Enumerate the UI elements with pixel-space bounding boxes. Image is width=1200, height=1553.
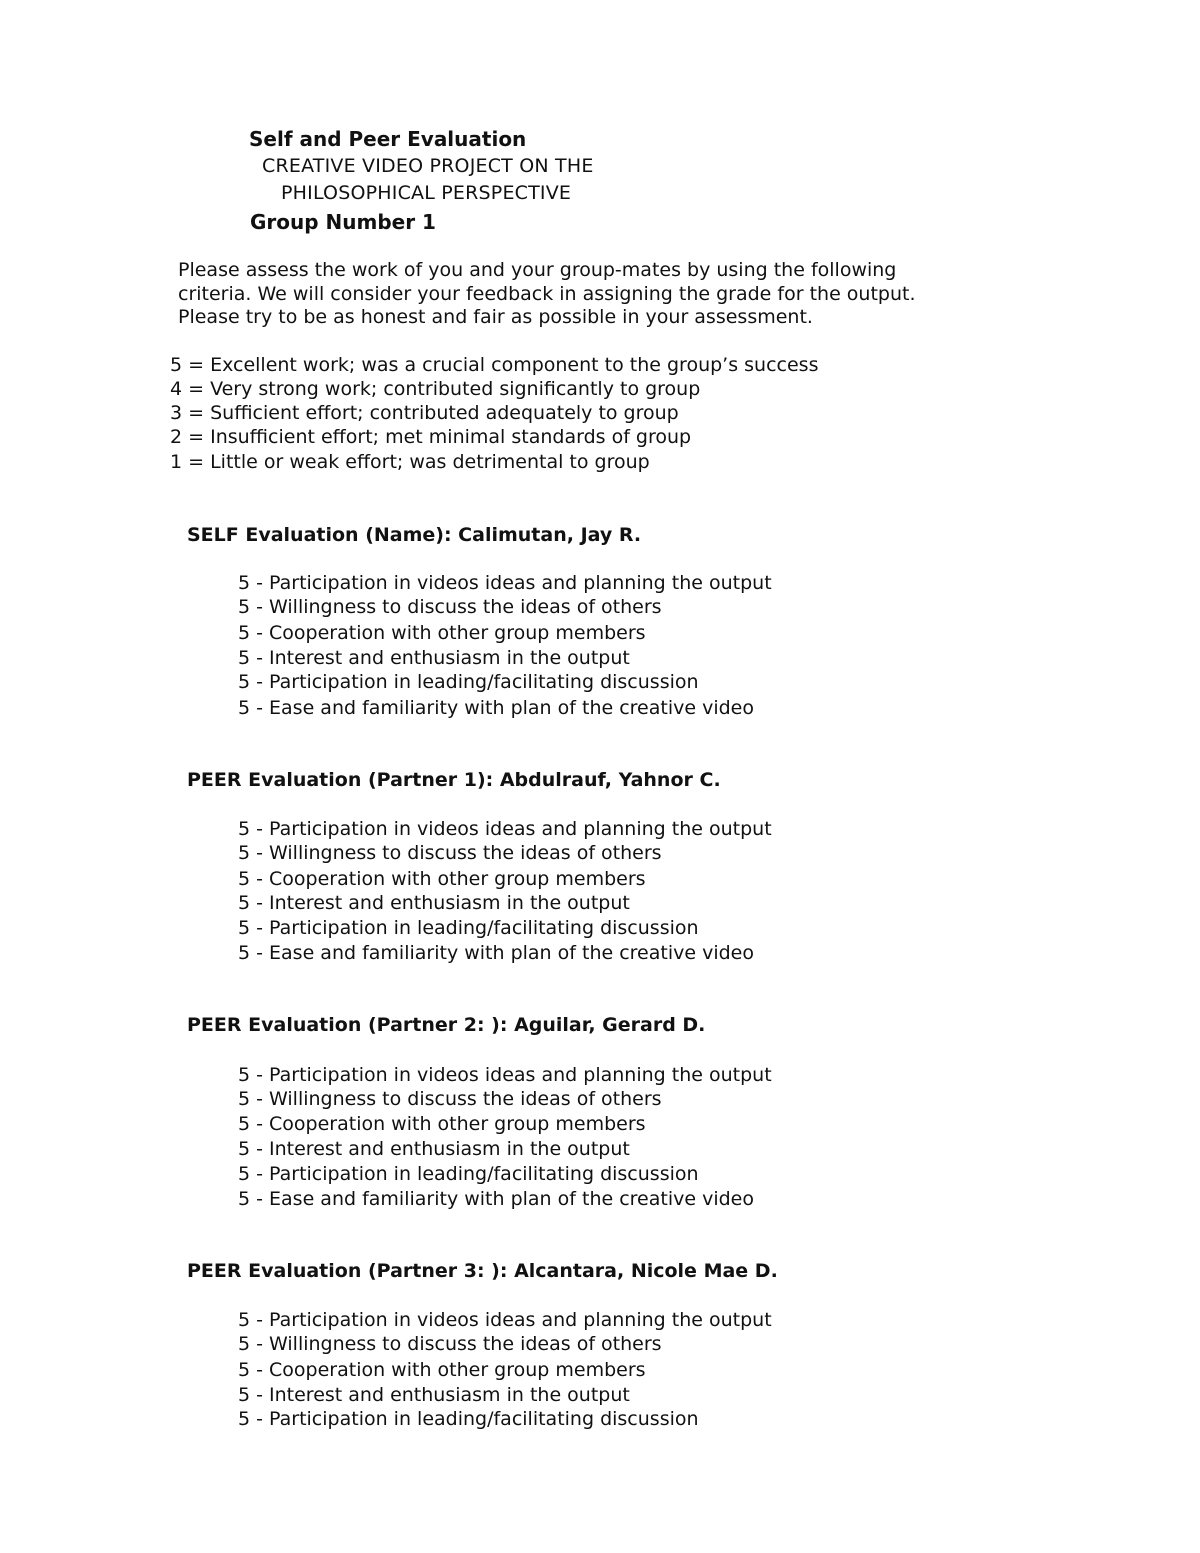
criterion-item: 5 - Participation in leading/facilitating discussion	[238, 1163, 699, 1185]
criterion-item: 5 - Interest and enthusiasm in the output	[238, 647, 630, 669]
criterion-item: 5 - Willingness to discuss the ideas of others	[238, 842, 662, 864]
criterion-item: 5 - Cooperation with other group members	[238, 622, 646, 644]
criterion-item: 5 - Ease and familiarity with plan of the creative video	[238, 697, 754, 719]
criterion-item: 5 - Willingness to discuss the ideas of others	[238, 596, 662, 618]
criterion-item: 5 - Willingness to discuss the ideas of others	[238, 1088, 662, 1110]
project-title-line-2: PHILOSOPHICAL PERSPECTIVE	[281, 182, 572, 204]
criterion-item: 5 - Participation in videos ideas and planning the output	[238, 1064, 772, 1086]
criterion-item: 5 - Participation in leading/facilitating discussion	[238, 671, 699, 693]
criterion-item: 5 - Willingness to discuss the ideas of others	[238, 1333, 662, 1355]
criterion-item: 5 - Participation in videos ideas and planning the output	[238, 818, 772, 840]
criterion-item: 5 - Ease and familiarity with plan of the creative video	[238, 942, 754, 964]
criterion-item: 5 - Interest and enthusiasm in the output	[238, 892, 630, 914]
document-title: Self and Peer Evaluation	[249, 127, 527, 151]
instruction-line: Please try to be as honest and fair as possible in your assessment.	[178, 306, 813, 328]
section-heading-partner-3: PEER Evaluation (Partner 3: ): Alcantara, Nicole Mae D.	[187, 1260, 778, 1282]
scale-item: 5 = Excellent work; was a crucial component to the group’s success	[170, 354, 819, 376]
scale-item: 3 = Sufficient effort; contributed adequately to group	[170, 402, 679, 424]
instruction-line: criteria. We will consider your feedback in assigning the grade for the output.	[178, 283, 916, 305]
criterion-item: 5 - Participation in leading/facilitating discussion	[238, 1408, 699, 1430]
section-heading-partner-1: PEER Evaluation (Partner 1): Abdulrauf, Yahnor C.	[187, 769, 721, 791]
scale-item: 1 = Little or weak effort; was detrimental to group	[170, 451, 650, 473]
criterion-item: 5 - Interest and enthusiasm in the output	[238, 1138, 630, 1160]
scale-item: 2 = Insufficient effort; met minimal standards of group	[170, 426, 692, 448]
criterion-item: 5 - Cooperation with other group members	[238, 868, 646, 890]
criterion-item: 5 - Participation in videos ideas and planning the output	[238, 1309, 772, 1331]
criterion-item: 5 - Participation in videos ideas and planning the output	[238, 572, 772, 594]
section-heading-partner-2: PEER Evaluation (Partner 2: ): Aguilar, Gerard D.	[187, 1014, 706, 1036]
project-title-line-1: CREATIVE VIDEO PROJECT ON THE	[262, 155, 594, 177]
group-number: Group Number 1	[250, 210, 436, 234]
criterion-item: 5 - Cooperation with other group members	[238, 1359, 646, 1381]
criterion-item: 5 - Participation in leading/facilitating discussion	[238, 917, 699, 939]
criterion-item: 5 - Ease and familiarity with plan of the creative video	[238, 1188, 754, 1210]
scale-item: 4 = Very strong work; contributed significantly to group	[170, 378, 701, 400]
instruction-line: Please assess the work of you and your group-mates by using the following	[178, 259, 897, 281]
criterion-item: 5 - Cooperation with other group members	[238, 1113, 646, 1135]
criterion-item: 5 - Interest and enthusiasm in the output	[238, 1384, 630, 1406]
section-heading-self: SELF Evaluation (Name): Calimutan, Jay R.	[187, 524, 642, 546]
